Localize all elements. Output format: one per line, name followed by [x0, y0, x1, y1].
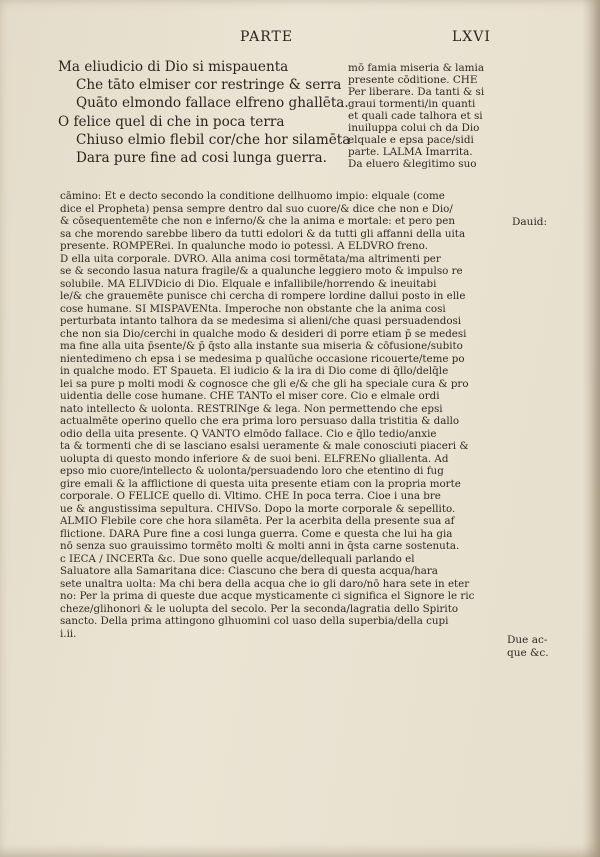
commentary-line: uidentia delle cose humane. CHE TANTo el miser core. Cio e elmale ordi — [60, 390, 440, 402]
commentary-line: sete unaltra uolta: Ma chi bera della acqua che io gli daro/nō hara sete in eter — [60, 577, 470, 590]
commentary-line: epso mio cuore/intellecto & uolonta/persuadendo loro che etentino di fug — [60, 465, 444, 477]
commentary-line: sa che morendo sarebbe libero da tutti edolori & da tutti gli affanni della uita — [60, 227, 466, 240]
commentary-line: & cōsequentemēte che non e inferno/& che la anima e mortale: et pero pen — [60, 215, 455, 227]
verse-line: Ma eliudicio di Dio si mispauenta — [58, 59, 289, 75]
commentary-line: flictione. DARA Pure fine a cosi lunga guerra. Come e questa che lui ha gia — [60, 527, 453, 540]
verse-line: O felice quel di che in poca terra — [58, 113, 285, 130]
commentary-line: D ella uita corporale. DVRO. Alla anima cosi tormētata/ma altrimenti per — [60, 252, 441, 265]
gloss-line: graui tormenti/in quanti — [348, 98, 476, 110]
commentary-line: che non sia Dio/cerchi in qualche modo & desideri di porre etiam p̄ se medesi — [60, 327, 467, 340]
gloss-line: presente cōditione. CHE — [348, 74, 478, 86]
margin-note-david: Dauid: — [512, 216, 548, 228]
commentary-line: gire emali & la afflictione di questa uita presente etiam con la propria morte — [60, 477, 461, 490]
gloss-line: Da eluero &legitimo suo — [348, 158, 477, 170]
gloss-line: parte. LALMA Imarrita. — [348, 146, 473, 158]
page-gutter-shadow — [582, 0, 600, 857]
commentary-line: nō senza suo grauissimo tormēto molti & molti anni in q̄sta carne sostenuta. — [60, 540, 460, 552]
gloss-block — [348, 62, 508, 170]
commentary-line: ma fine alla uita p̄sente/& p̄ q̄sto alla instante sua miseria & cōfusione/subito — [60, 340, 463, 352]
verse-line: Chiuso elmio flebil cor/che hor silamēta — [76, 131, 351, 148]
commentary-line: ta & tormenti che di se lasciano esalsi ueramente & male conosciuti piaceri & — [60, 440, 469, 452]
verse-line: Che tāto elmiser cor restringe & serra — [76, 77, 342, 94]
gloss-line: inuiluppa colui ch̄ da Dio — [348, 122, 480, 134]
commentary-line: se & secondo lasua natura fragile/& a qualunche leggiero moto & impulso re — [60, 265, 463, 277]
commentary-line: corporale. O FELICE quello di. Vltimo. CHE In poca terra. Cioe i una bre — [60, 490, 441, 502]
commentary-line: nato intellecto & uolonta. RESTRINge & lega. Non permettendo che epsi — [60, 402, 443, 415]
commentary-line: i.ii. — [60, 627, 77, 640]
commentary-line: solubile. MA ELIVDicio di Dio. Elquale e infallibile/horrendo & ineuitabi — [60, 277, 437, 290]
verse-line: Dara pure fine ad cosi lunga guerra. — [76, 150, 327, 167]
commentary-line: sancto. Della prima attingono glhuomini col uaso della superbia/della cupi — [60, 615, 449, 627]
commentary-line: ue & angustissima sepultura. CHIVSo. Dopo la morte corporale & sepellito. — [60, 502, 456, 515]
commentary-line: perturbata intanto talhora da se medesima si alieni/che quasi persuadendosi — [60, 315, 462, 327]
margin-note-line: Due ac- — [507, 634, 548, 646]
verse-line: Quāto elmondo fallace elfreno ghallēta. — [76, 95, 349, 112]
gloss-line: et quali cade talhora et si — [348, 110, 483, 122]
commentary-line: cāmino: Et e decto secondo la conditione dellhuomo impio: elquale (come — [60, 190, 445, 202]
commentary-line: uolupta di questo mondo inferiore & de suoi beni. ELFRENo gliallenta. Ad — [60, 452, 449, 465]
gloss-line: mō famia miseria & lamia — [348, 62, 485, 74]
commentary-block — [60, 190, 500, 640]
margin-note-line: que &c. — [507, 647, 549, 659]
commentary-line: presente. ROMPERei. In qualunche modo io potessi. A ELDVRO freno. — [60, 240, 428, 252]
commentary-line: cose humane. SI MISPAVENta. Imperoche non obstante che la anima cosi — [60, 302, 446, 315]
commentary-line: cheze/glihonori & le uolupta del secolo. Per la seconda/lagratia dello Spirito — [60, 602, 459, 615]
gloss-line: Per liberare. Da tanti & si — [348, 86, 485, 98]
commentary-line: in qualche modo. ET Spaueta. El iudicio & la ira di Dio come di q̄llo/delq̄le — [60, 365, 449, 377]
commentary-line: Saluatore alla Samaritana dice: Ciascuno che bera di questa acqua/hara — [60, 565, 438, 577]
commentary-line: dice el Propheta) pensa sempre dentro dal suo cuore/& dice che non e Dio/ — [60, 202, 453, 215]
gloss-line: elquale e epsa pace/sidi — [348, 134, 474, 146]
verse-block — [58, 58, 351, 167]
running-head: PARTE — [240, 29, 294, 45]
commentary-line: c IECA / INCERTa &c. Due sono quelle acque/dellequali parlando el — [60, 552, 415, 565]
commentary-line: ALMIO Flebile core che hora silamēta. Per la acerbita della presente sua af — [60, 515, 455, 527]
commentary-line: lei sa pure p molti modi & cognosce che gli e/& che gli ha speciale cura & pro — [60, 377, 469, 390]
commentary-line: actualmēte operino quello che era prima loro persuaso dalla tristitia & dallo — [60, 415, 460, 427]
folio-number: LXVI — [452, 29, 491, 45]
commentary-line: le/& che grauemēte punisce chi cercha di rompere lordine dallui posto in elle — [60, 290, 466, 302]
commentary-line: no: Per la prima di queste due acque mysticamente ci significa el Signore le ric — [60, 590, 475, 602]
margin-note-due-acque — [507, 634, 567, 660]
commentary-line: odio della uita presente. Q VANTO elmōdo fallace. Cio e q̄llo tedio/anxie — [60, 427, 437, 440]
commentary-line: nientedimeno ch epsa i se medesima p qualūche occasione ricouerte/teme po — [60, 352, 465, 365]
